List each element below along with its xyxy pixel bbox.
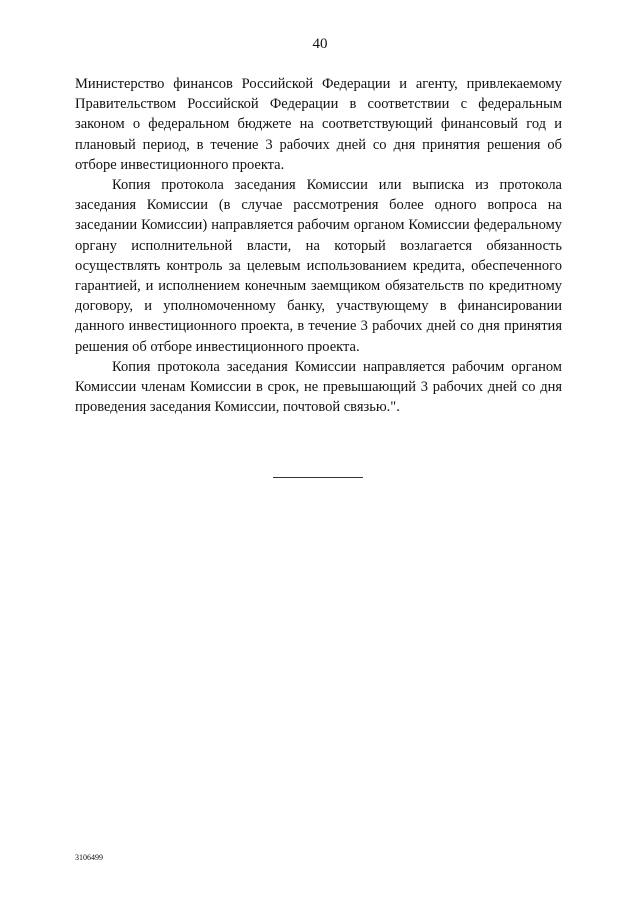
paragraph-protocol-copy-distribution: Копия протокола заседания Комиссии или выписка из протокола заседания Комиссии (в случае рассмотрения более одного вопроса на заседании Комиссии) направляется рабочим органом Комиссии федеральному органу исполнительной власти, на который возлагается обязанность осуществлять контроль за целевым использованием кредита, обеспеченного гарантией, и исполнением конечным заемщиком обязательств по кредитному договору, и уполномоченному банку, участвующему в финансировании данного инвестиционного проекта, в течение 3 рабочих дней со дня принятия решения об отборе инвестиционного проекта. <box>75 177 562 355</box>
page-number: 40 <box>312 36 328 52</box>
paragraph-continuation: Министерство финансов Российской Федерации и агенту, привлекаемому Правительством Российской Федерации в соответствии с федеральным законом о федеральном бюджете на соответствующий финансовый год и плановый период, в течение 3 рабочих дней со дня принятия решения об отборе инвестиционного проекта. <box>75 76 562 173</box>
document-code: 3106499 <box>75 853 103 862</box>
end-separator-line <box>273 477 363 478</box>
paragraph-protocol-copy-members: Копия протокола заседания Комиссии направляется рабочим органом Комиссии членам Комиссии в срок, не превышающий 3 рабочих дней со дня проведения заседания Комиссии, почтовой связью.". <box>75 358 562 416</box>
document-body <box>75 74 562 417</box>
